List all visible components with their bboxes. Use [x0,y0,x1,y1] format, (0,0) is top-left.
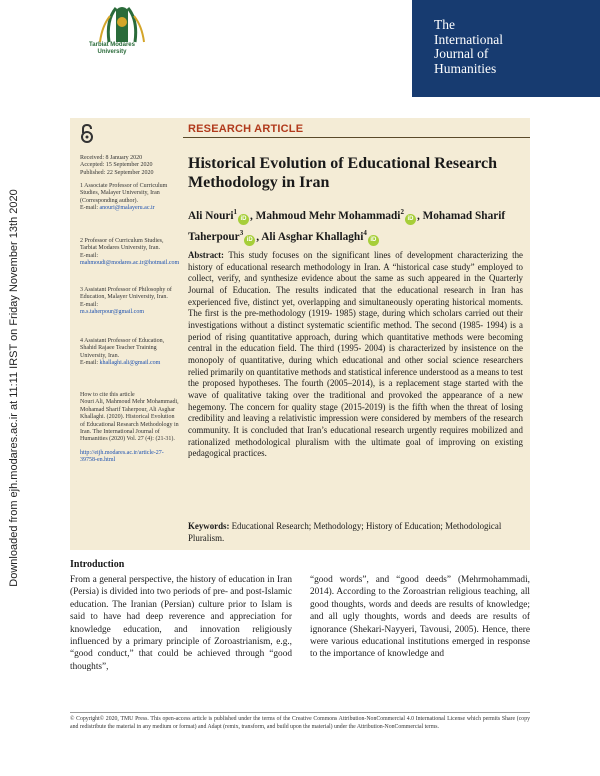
body-column-left: From a general perspective, the history of education in Iran (Persia) is divided into two periods of pre- and post-Islamic education. The Iranian (Persian) culture prior to Islam is said to have had deep reverence and appreciation for knowledge education, and innovation religiously influenced by a primary principle of Zoroastrianism, e.g., “good conduct,” that could be achieved through “good thoughts”, [70,575,292,672]
download-watermark [0,0,30,776]
body-column-right: “good words”, and “good deeds” (Mehrmohammadi, 2014). According to the Zoroastrian religious teaching, all good thoughts, words and deeds are results of knowledge; and all ugly thoughts, words and deeds are results of ignorance (Shekari-Nayyeri, Tavousi, 2005). Hence, there were various educational institutions emerged in response to the importance of knowledge and [310,575,530,660]
author-2[interactable]: Mahmoud Mehr Mohammadi [255,209,401,222]
received-date: Received: 8 January 2020 [80,155,143,161]
affiliation-4: 4 Assistant Professor of Education, Shahid Rajaee Teacher Training University, Iran. E-mail: khallaghi.ali@gmail.com [80,338,165,367]
article-dates [80,155,180,177]
download-watermark-text: Downloaded from ejh.modares.ac.ir at 11:11 IRST on Friday November 13th 2020 [8,189,20,587]
email-link-1[interactable]: anouri@malayeru.ac.ir [99,205,155,212]
orcid-icon[interactable]: iD [405,214,416,225]
affiliation-3: 3 Assistant Professor of Philosophy of Education, Malayer University, Iran. E-mail: m.s.taherpour@gmail.com [80,287,172,316]
affiliation-1: 1 Associate Professor of Curriculum Studies, Malayer University, Iran (Corresponding author). E-mail: anouri@malayeru.ac.ir [80,183,168,212]
author-1[interactable]: Ali Nouri [188,209,234,222]
email-link-4[interactable]: khallaghi.ali@gmail.com [99,360,161,367]
open-access-icon [80,124,94,144]
abstract-text: This study focuses on the significant lines of development characterizing the history of educational research methodology in Iran. A “historical case study” employed to collect, verify, and synthesize evidence about the same as such appeared in the Quarterly Journal of Education. The results indicated that the educational research in Iran has experienced five, distinct yet, overlapping and simultaneously operating historical moments. The first is the pre-methodology (1919- 1985) stage, during which scholars carried out their investigations without a distinct systematic scientific method. The second (1985- 1994) is a period of rising quantitative approach, during which quantitative methods were becoming central in the education field. The third (1995- 2004) is characterized by insistence on the monopoly of quantitative, during which educational and other social science researchers relied primarily on quantitative methods and statistical inference understood as a means to test the proposed hypotheses. The fourth (2005–2014), is a replacement stage started with the wave of qualitative taking over the traditional and provoked the appearance of a new hegemony. The concern for quality stage (2015-2019) is the fifth when the threat of losing credibility and leaving a relativistic impression were considered by members of the research community. It is concluded that Iran’s educational research urgently requires mobilized and rationalized methodological pluralism with the ultimate goal of improving on existing pedagogical practices. [188,250,523,459]
orcid-icon[interactable]: iD [238,214,249,225]
journal-title-block [412,0,600,97]
author-4[interactable]: Ali Asghar Khallaghi [261,230,364,243]
email-link-3[interactable]: m.s.taherpour@gmail.com [80,309,145,316]
article-title: Historical Evolution of Educational Research Methodology in Iran [188,155,498,191]
keywords [188,521,523,544]
keywords-label: Keywords: [188,521,230,531]
section-heading-introduction: Introduction [70,559,125,570]
email-link-2[interactable]: mahmoudi@modares.ac.ir@hotmail.com [80,260,180,267]
abstract-label: Abstract: [188,250,224,260]
citation-text: Nouri Ali, Mahmoud Mehr Mohammadi, Mohamad Sharif Taherpour, Ali Asghar Khallaghi. (2020). Historical Evolution of Educational Research Methodology in Iran. The International Journal of Humanities (2020) Vol. 27 (4): (21-31). [80,399,179,443]
published-date: Published: 22 September 2020 [80,169,154,176]
citation-link[interactable]: http://eijh.modares.ac.ir/article-27-39758-en.html [80,449,164,464]
citation-heading: How to cite this article [80,392,135,398]
copyright-footer: © Copyright© 2020, TMU Press. This open-access article is published under the terms of the Creative Commons Attribution-NonCommercial 4.0 International License which permits Share (copy and redistribute the material in any medium or format) and Adapt (remix, transform, and build upon the material) under the Attribution-NonCommercial terms. [70,716,530,730]
abstract [188,250,523,460]
article-type-label: RESEARCH ARTICLE [188,123,304,135]
affiliation-2: 2 Professor of Curriculum Studies, Tarbiat Modares University, Iran. E-mail: mahmoudi@modares.ac.ir@hotmail.com [80,238,180,267]
accepted-date: Accepted: 15 September 2020 [80,162,153,169]
author-3[interactable]: Mohamad Sharif Taherpour [188,209,506,243]
citation-block [80,392,180,465]
orcid-icon[interactable]: iD [368,235,379,246]
journal-title: The International Journal of Humanities [434,17,503,76]
orcid-icon[interactable]: iD [244,235,255,246]
author-list: Ali Nouri$^1$iD , Mahmoud Mehr Mohammadi$^2$iD , Mohamad Sharif Taherpour$^3$iD , Ali Asghar Khallaghi$^4$iD [188,204,523,246]
keywords-text: Educational Research; Methodology; History of Education; Methodological Pluralism. [188,521,502,543]
header-divider [183,137,530,138]
university-name: Tarbiat Modares University [89,42,135,55]
footer-divider [70,712,530,713]
